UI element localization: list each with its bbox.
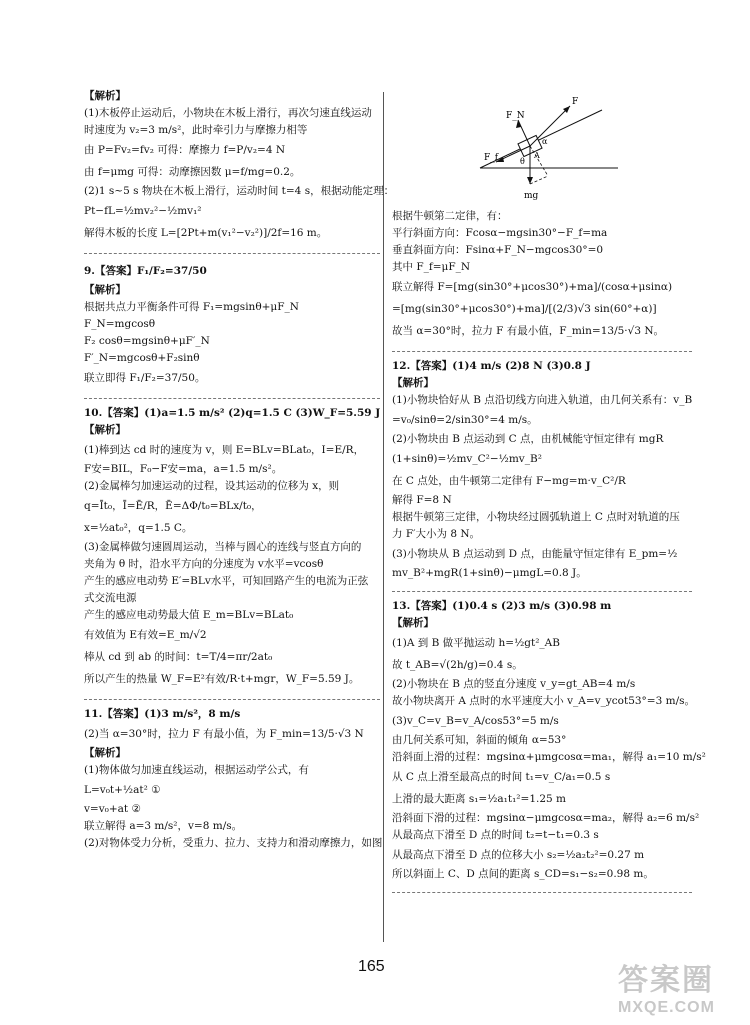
text-line: 根据牛顿第三定律，小物块经过圆弧轨道上 C 点时对轨道的压 [392, 511, 680, 523]
force-diagram-svg [392, 96, 692, 206]
formula-line: Pt−fL=½mv₂²−½mv₁² [84, 205, 202, 217]
analysis-heading: 【解析】 [84, 747, 126, 759]
text-line: 根据共点力平衡条件可得 F₁=mgsinθ+μF_N [84, 301, 299, 313]
formula-line: (1)A 到 B 做平抛运动 h=½gt²_AB [392, 637, 560, 649]
formula-line: 由 P=Fv₂=fv₂ 可得：摩擦力 f=P/v₂=4 N [84, 144, 286, 156]
formula-line: =[mg(sin30°+μcos30°)+ma]/[(2/3)√3 sin(60°+α)] [392, 303, 657, 315]
section-divider [84, 699, 380, 700]
formula-line: 垂直斜面方向：Fsinα+F_N−mgcos30°=0 [392, 244, 604, 256]
formula-line: v=v₀+at ② [84, 803, 141, 815]
text-line: (2)金属棒匀加速运动的过程，设其运动的位移为 x，则 [84, 480, 340, 492]
text-line: (2)对物体受力分析，受重力、拉力、支持力和滑动摩擦力，如图 [84, 837, 383, 849]
analysis-heading: 【解析】 [392, 617, 434, 629]
solution-10 [84, 403, 380, 694]
solution-8 [84, 86, 395, 248]
text-line: (3)金属棒做匀速圆周运动，当棒与圆心的连线与竖直方向的 [84, 541, 362, 553]
watermark-logo [618, 955, 715, 1017]
formula-line: 产生的感应电动势最大值 E_m=BLv=BLat₀ [84, 609, 294, 621]
analysis-heading: 【解析】 [392, 377, 434, 389]
solution-11-continued [392, 206, 692, 346]
formula-line: F_N=mgcosθ [84, 318, 156, 330]
text-line: 沿斜面下滑的过程：mgsinα−μmgcosα=ma₂，解得 a₂=6 m/s² [392, 812, 700, 824]
formula-line: mv_B²+mgR(1+sinθ)−μmgL=0.8 J。 [392, 567, 587, 579]
formula-line: 有效值为 E有效=E_m/√2 [84, 629, 207, 641]
section-divider [392, 351, 692, 352]
section-divider [392, 892, 692, 893]
label-A: A [534, 151, 540, 160]
text-line: (1)小物块恰好从 B 点沿切线方向进入轨道，由几何关系有：v_B [392, 394, 693, 406]
analysis-heading: 【解析】 [84, 284, 126, 296]
section-divider [84, 398, 380, 399]
section-divider [392, 591, 692, 592]
text-line: (3)小物块从 B 点运动到 D 点，由能量守恒定律有 E_pm=½ [392, 548, 678, 560]
formula-line: 棒从 cd 到 ab 的时间：t=T/4=πr/2at₀ [84, 651, 273, 663]
formula-line: F′_N=mgcosθ+F₂sinθ [84, 352, 200, 364]
formula-line: x=½at₀²，q=1.5 C。 [84, 522, 193, 534]
solution-11 [84, 704, 383, 856]
force-diagram [392, 96, 692, 206]
solution-13 [392, 596, 706, 887]
formula-line: F₂ cosθ=mgsinθ+μF′_N [84, 335, 210, 347]
text-line: 夹角为 θ 时，沿水平方向的分速度为 v水平=vcosθ [84, 558, 324, 570]
text-line: (1)木板停止运动后，小物块在木板上滑行，再次匀速直线运动 [84, 107, 372, 119]
watermark-text: 答案圈 [618, 964, 714, 997]
formula-line: =v₀/sinθ=2/sin30°=4 m/s。 [392, 414, 538, 426]
answer-line: (2)当 α=30°时，拉力 F 有最小值，为 F_min=13/5·√3 N [84, 728, 364, 740]
formula-line: L=v₀t+½at² ① [84, 784, 161, 796]
formula-line: F安=BIL，F₀−F安=ma，a=1.5 m/s²。 [84, 463, 283, 475]
formula-line: 联立即得 F₁/F₂=37/50。 [84, 372, 206, 384]
formula-line: 上滑的最大距离 s₁=½a₁t₁²=1.25 m [392, 793, 566, 805]
analysis-heading: 【解析】 [84, 424, 126, 436]
formula-line: (1+sinθ)=½mv_C²−½mv_B² [392, 453, 542, 465]
answer-line: 13.【答案】(1)0.4 s (2)3 m/s (3)0.98 m [392, 600, 612, 612]
text-line: 力 F′大小为 8 N。 [392, 528, 481, 540]
label-FN: F_N [506, 111, 525, 121]
label-theta: θ [520, 157, 525, 166]
text-line: (1)棒到达 cd 时的速度为 v，则 E=BLv=BLat₀，I=E/R， [84, 444, 365, 456]
text-line: 解得 F=8 N [392, 494, 452, 506]
formula-line: 故 t_AB=√(2h/g)=0.4 s。 [392, 659, 523, 671]
answer-line: 11.【答案】(1)3 m/s²，8 m/s [84, 708, 241, 720]
page-number: 165 [358, 958, 385, 975]
answer-line: 10.【答案】(1)a=1.5 m/s² (2)q=1.5 C (3)W_F=5.59 J [84, 407, 381, 419]
formula-line: 所以产生的热量 W_F=E²有效/R·t+mgr，W_F=5.59 J。 [84, 673, 360, 685]
text-line: 式交流电源 [84, 592, 137, 604]
right-column [392, 96, 706, 897]
formula-line: 从 C 点上滑至最高点的时间 t₁=v_C/a₁=0.5 s [392, 771, 611, 783]
text-line: 产生的感应电动势 E′=BLv水平，可知回路产生的电流为正弦 [84, 575, 369, 587]
label-alpha: α [542, 137, 548, 146]
text-line: 根据牛顿第二定律，有： [392, 210, 508, 222]
text-line: 联立解得 a=3 m/s²，v=8 m/s。 [84, 820, 243, 832]
text-line: 沿斜面上滑的过程：mgsinα+μmgcosα=ma₁，解得 a₁=10 m/s² [392, 751, 706, 763]
section-divider [84, 253, 380, 254]
formula-line: 在 C 点处，由牛顿第二定律有 F−mg=m·v_C²/R [392, 475, 626, 487]
text-line: 时速度为 v₂=3 m/s²，此时牵引力与摩擦力相等 [84, 124, 308, 136]
formula-line: 联立解得 F=[mg(sin30°+μcos30°)+ma]/(cosα+μsinα) [392, 281, 673, 293]
text-line: (1)物体做匀加速直线运动，根据运动学公式，有 [84, 764, 309, 776]
formula-line: 从最高点下滑至 D 点的位移大小 s₂=½a₂t₂²=0.27 m [392, 849, 645, 861]
answer-line: 9.【答案】F₁/F₂=37/50 [84, 265, 207, 277]
text-line: (2)1 s~5 s 物块在木板上滑行，运动时间 t=4 s，根据动能定理： [84, 185, 395, 197]
formula-line: 故当 α=30°时，拉力 F 有最小值，F_min=13/5·√3 N。 [392, 325, 665, 337]
answer-line: 12.【答案】(1)4 m/s (2)8 N (3)0.8 J [392, 360, 591, 372]
formula-line: 其中 F_f=μF_N [392, 261, 471, 273]
text-line: 从最高点下滑至 D 点的时间 t₂=t−t₁=0.3 s [392, 829, 599, 841]
text-line: (2)小物块由 B 点运动到 C 点，由机械能守恒定律有 mgR [392, 433, 664, 445]
label-mg: mg [524, 191, 539, 201]
formula-line: 平行斜面方向：Fcosα−mgsin30°−F_f=ma [392, 227, 608, 239]
formula-line: q=Īt₀，Ī=Ē/R，Ē=ΔΦ/t₀=BLx/t₀， [84, 500, 262, 512]
column-divider [383, 92, 384, 942]
solution-12 [392, 356, 692, 586]
solution-9 [84, 258, 380, 393]
formula-line: 解得木板的长度 L=[2Pt+m(v₁²−v₂²)]/2f=16 m。 [84, 227, 328, 239]
watermark-url: MXQE.COM [618, 999, 715, 1016]
label-F: F [572, 97, 579, 107]
label-Ff: F_f [484, 153, 499, 163]
formula-line: 由 f=μmg 可得：动摩擦因数 μ=f/mg=0.2。 [84, 166, 301, 178]
text-line: 所以斜面上 C、D 点间的距离 s_CD=s₁−s₂=0.98 m。 [392, 868, 654, 880]
text-line: 故小物块离开 A 点时的水平速度大小 v_A=v_ycot53°=3 m/s。 [392, 695, 696, 707]
text-line: (2)小物块在 B 点的竖直分速度 v_y=gt_AB=4 m/s [392, 678, 636, 690]
left-column [84, 86, 395, 856]
analysis-heading: 【解析】 [84, 90, 126, 102]
text-line: 由几何关系可知，斜面的倾角 α=53° [392, 734, 567, 746]
formula-line: (3)v_C=v_B=v_A/cos53°=5 m/s [392, 715, 559, 727]
